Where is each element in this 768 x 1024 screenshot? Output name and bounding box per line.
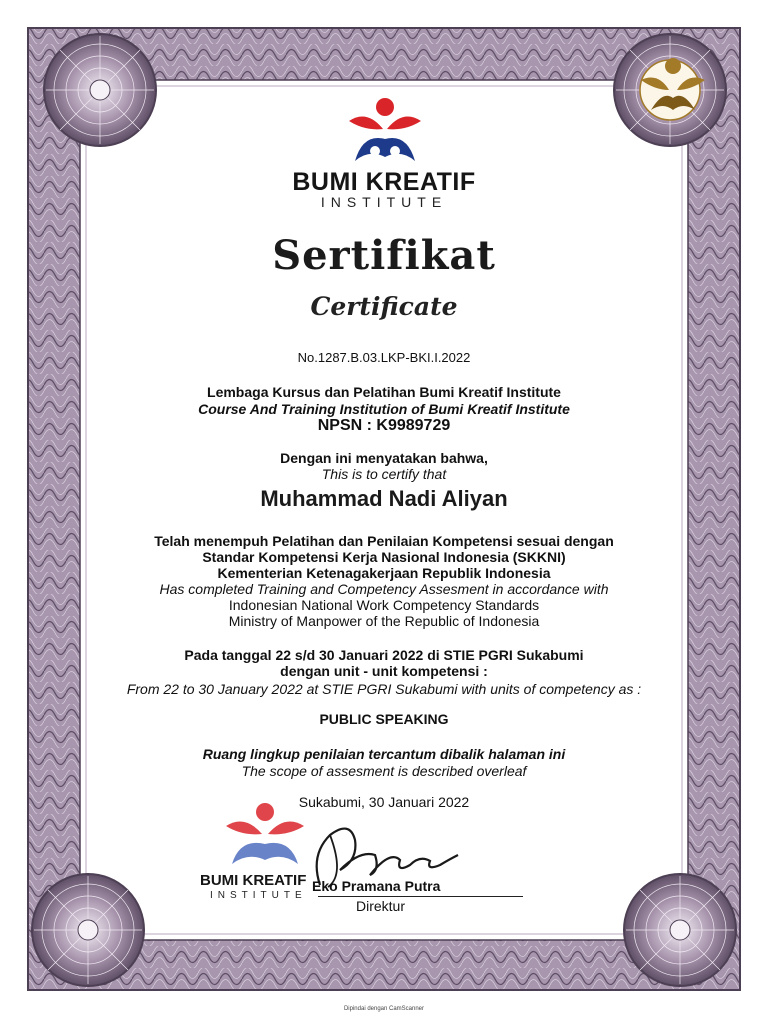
declare-en: This is to certify that [321,466,447,482]
statement-id-1: Telah menempuh Pelatihan dan Penilaian Kompetensi sesuai dengan [154,533,614,549]
place-date: Sukabumi, 30 Januari 2022 [298,794,470,810]
date-id-2: dengan unit - unit kompetensi : [280,663,488,679]
npsn: NPSN : K9989729 [317,417,451,434]
statement-id-3: Kementerian Ketenagakerjaan Republik Indonesia [217,565,551,581]
competency-unit: PUBLIC SPEAKING [319,711,449,727]
bumi-kreatif-logo-icon [345,95,425,167]
scope-id: Ruang lingkup penilaian tercantum dibalik halaman ini [202,746,566,762]
bumi-kreatif-logo-icon [220,800,310,870]
institution-id: Lembaga Kursus dan Pelatihan Bumi Kreatif Institute [207,384,561,400]
institution-en: Course And Training Institution of Bumi Kreatif Institute [198,401,570,417]
date-en: From 22 to 30 January 2022 at STIE PGRI Sukabumi with units of competency as : [126,681,642,697]
rosette-icon [620,870,740,990]
signer-title: Direktur [356,898,406,914]
scope-en: The scope of assesment is described overleaf [241,763,527,779]
scanner-note: Dipindai dengan CamScanner [343,1006,425,1012]
statement-en-2: Indonesian National Work Competency Standards [228,597,540,613]
signer-name: Eko Pramana Putra [312,878,441,894]
gold-emblem-icon [633,50,713,125]
signature-line [318,896,523,897]
brand-name: BUMI KREATIF [292,168,476,196]
date-id-1: Pada tanggal 22 s/d 30 Januari 2022 di STIE PGRI Sukabumi [184,647,584,663]
statement-en-3: Ministry of Manpower of the Republic of Indonesia [228,613,540,629]
statement-id-2: Standar Kompetensi Kerja Nasional Indonesia (SKKNI) [202,549,566,565]
recipient-name: Muhammad Nadi Aliyan [260,486,508,511]
footer-brand-sub: INSTITUTE [210,890,307,901]
brand-subtitle: INSTITUTE [320,194,448,210]
statement-en-1: Has completed Training and Competency Assesment in accordance with [159,581,609,597]
rosette-icon [28,870,148,990]
certificate-title: Sertifikat [272,232,496,279]
declare-id: Dengan ini menyatakan bahwa, [280,450,488,466]
certificate-number: No.1287.B.03.LKP-BKI.I.2022 [297,350,471,365]
rosette-icon [40,30,160,150]
certificate-subtitle: Certificate [310,292,458,321]
footer-brand: BUMI KREATIF [200,872,307,889]
